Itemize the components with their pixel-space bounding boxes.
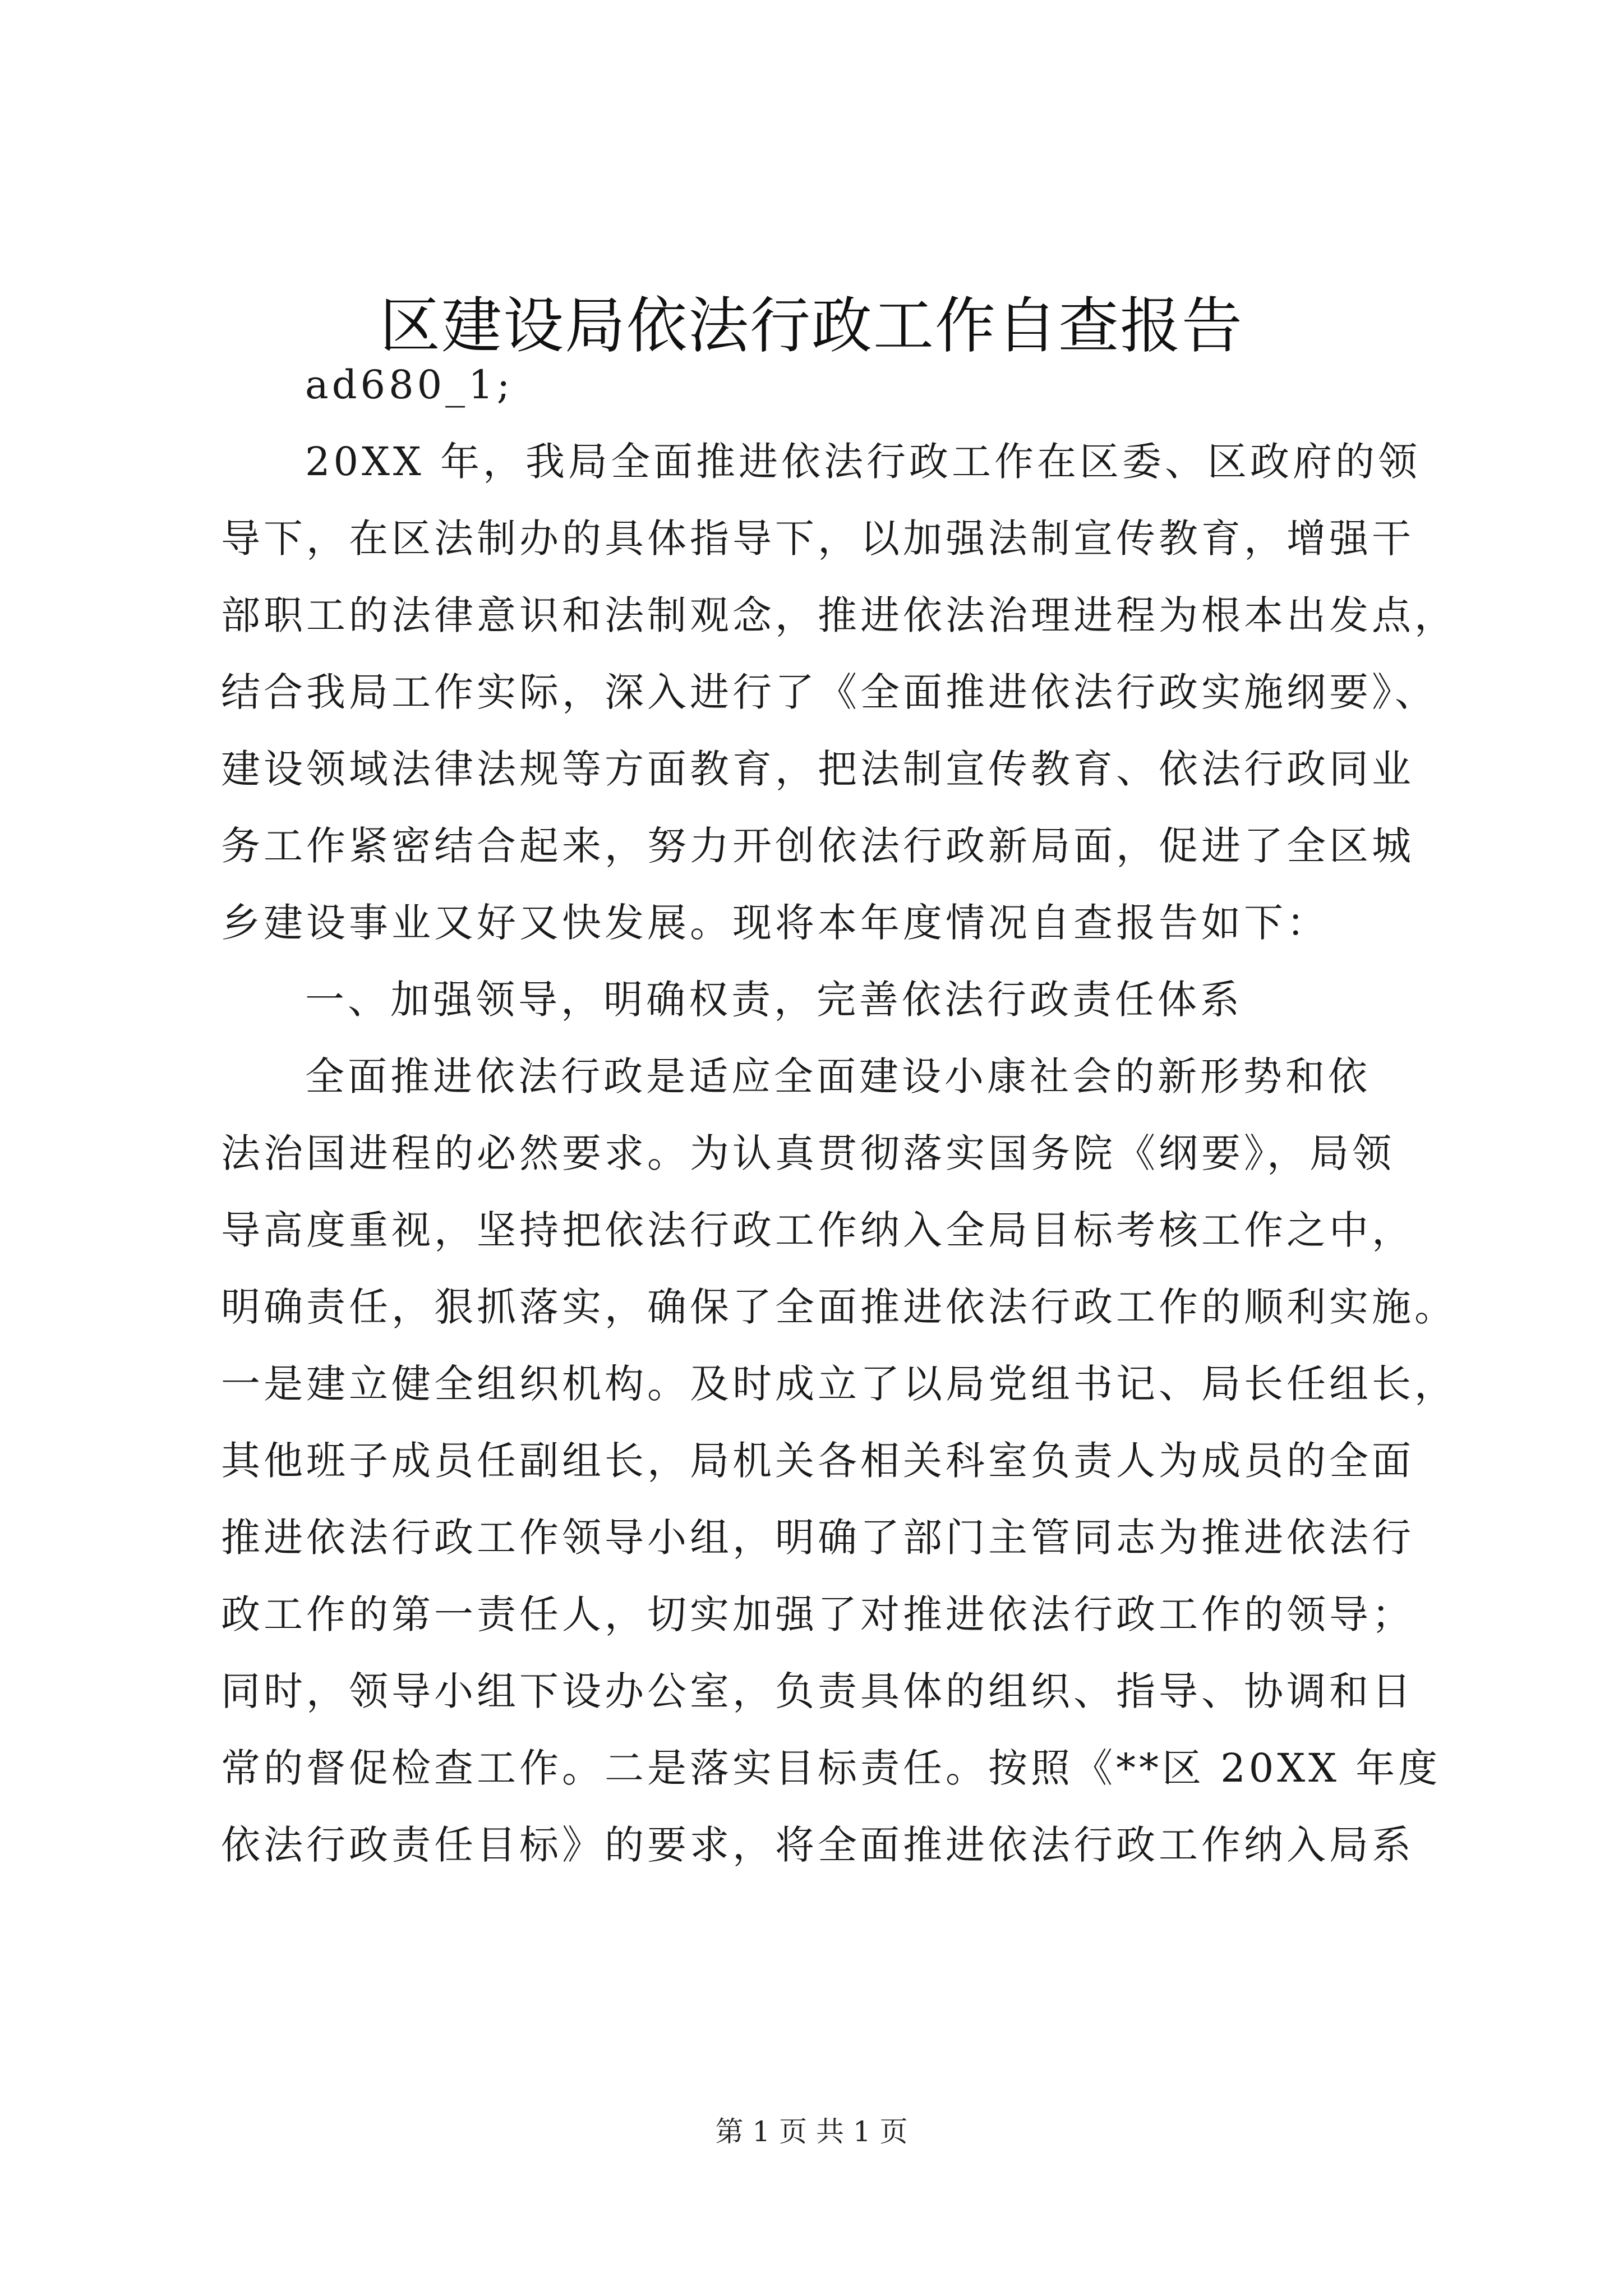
paragraph-code bbox=[221, 347, 1432, 424]
document-body bbox=[221, 347, 1457, 1884]
section-heading-1 bbox=[221, 961, 1432, 1038]
text-line: 依法行政责任目标》的要求，将全面推进依法行政工作纳入局系 bbox=[221, 1822, 1414, 1868]
paragraph-intro bbox=[221, 424, 1457, 961]
text-line: 其他班子成员任副组长，局机关各相关科室负责人为成员的全面 bbox=[221, 1438, 1414, 1484]
text-line: 导高度重视，坚持把依法行政工作纳入全局目标考核工作之中， bbox=[221, 1207, 1414, 1253]
text-line: 常的督促检查工作。二是落实目标责任。按照《**区 20XX 年度 bbox=[221, 1745, 1441, 1791]
text-line: 明确责任，狠抓落实，确保了全面推进依法行政工作的顺利实施。 bbox=[221, 1284, 1457, 1330]
text-line: 部职工的法律意识和法制观念，推进依法治理进程为根本出发点， bbox=[221, 592, 1457, 638]
text-line: 推进依法行政工作领导小组，明确了部门主管同志为推进依法行 bbox=[221, 1515, 1414, 1561]
text-line: 全面推进依法行政是适应全面建设小康社会的新形势和依 bbox=[305, 1053, 1371, 1099]
text-line: 建设领域法律法规等方面教育，把法制宣传教育、依法行政同业 bbox=[221, 746, 1414, 792]
text-line: 一、加强领导，明确权责，完善依法行政责任体系 bbox=[305, 977, 1243, 1023]
page-footer bbox=[0, 2112, 1623, 2151]
text-line: 法治国进程的必然要求。为认真贯彻落实国务院《纲要》，局领 bbox=[221, 1130, 1395, 1176]
page-number: 第 1 页 共 1 页 bbox=[715, 2115, 908, 2148]
text-line: 政工作的第一责任人，切实加强了对推进依法行政工作的领导； bbox=[221, 1591, 1414, 1637]
text-line: 20XX 年，我局全面推进依法行政工作在区委、区政府的领 bbox=[305, 439, 1421, 485]
text-line: 结合我局工作实际，深入进行了《全面推进依法行政实施纲要》、 bbox=[221, 669, 1437, 715]
text-line: 一是建立健全组织机构。及时成立了以局党组书记、局长任组长， bbox=[221, 1361, 1457, 1407]
text-line: 同时，领导小组下设办公室，负责具体的组织、指导、协调和日 bbox=[221, 1668, 1414, 1714]
text-line: ad680_1; bbox=[305, 362, 514, 408]
paragraph-section-1 bbox=[221, 1038, 1457, 1884]
text-line: 乡建设事业又好又快发展。现将本年度情况自查报告如下： bbox=[221, 900, 1329, 946]
document-title: 区建设局依法行政工作自查报告 bbox=[379, 291, 1243, 361]
text-line: 务工作紧密结合起来，努力开创依法行政新局面，促进了全区城 bbox=[221, 823, 1414, 869]
text-line: 导下，在区法制办的具体指导下，以加强法制宣传教育，增强干 bbox=[221, 516, 1414, 562]
